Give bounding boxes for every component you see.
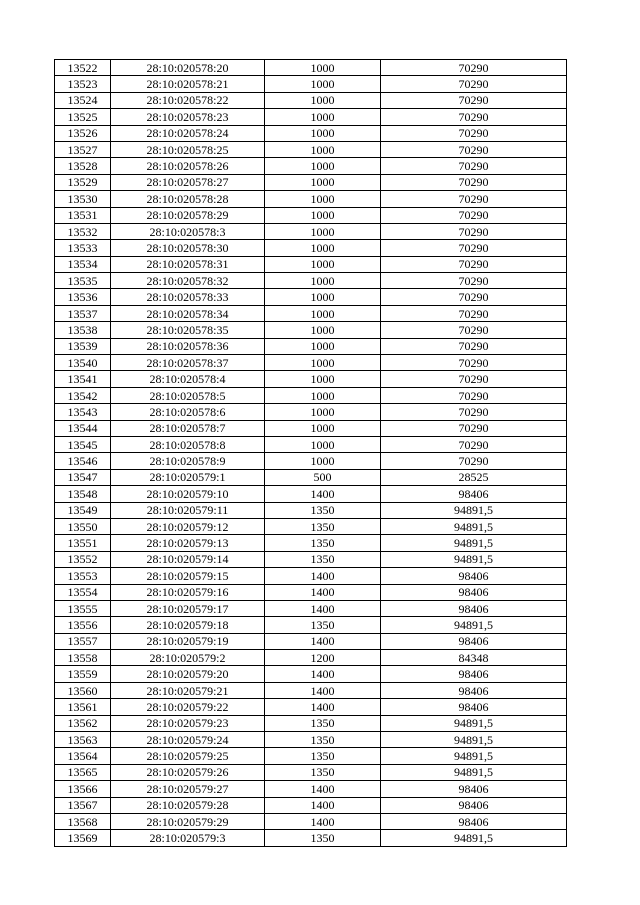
cadastral-number-cell: 28:10:020578:22 [111,92,265,108]
row-number-cell: 13554 [55,584,111,600]
row-number-cell: 13539 [55,338,111,354]
cadastral-number-cell: 28:10:020579:17 [111,600,265,616]
cadastral-number-cell: 28:10:020579:23 [111,715,265,731]
table-row [55,797,567,813]
table-row [55,141,567,157]
area-cell: 1350 [265,518,381,534]
table-row [55,223,567,239]
area-cell: 1000 [265,305,381,321]
row-number-cell: 13550 [55,518,111,534]
row-number-cell: 13568 [55,813,111,829]
cadastral-number-cell: 28:10:020579:15 [111,568,265,584]
table-row [55,60,567,76]
table-row [55,76,567,92]
table-row [55,584,567,600]
row-number-cell: 13540 [55,355,111,371]
row-number-cell: 13552 [55,551,111,567]
value-cell: 70290 [381,207,567,223]
cadastral-number-cell: 28:10:020578:34 [111,305,265,321]
table-row [55,732,567,748]
row-number-cell: 13523 [55,76,111,92]
value-cell: 94891,5 [381,617,567,633]
table-row [55,207,567,223]
value-cell: 70290 [381,109,567,125]
value-cell: 70290 [381,355,567,371]
area-cell: 1000 [265,191,381,207]
row-number-cell: 13548 [55,486,111,502]
value-cell: 70290 [381,273,567,289]
row-number-cell: 13560 [55,682,111,698]
table-row [55,568,567,584]
table-row [55,387,567,403]
value-cell: 94891,5 [381,732,567,748]
value-cell: 94891,5 [381,764,567,780]
row-number-cell: 13535 [55,273,111,289]
row-number-cell: 13563 [55,732,111,748]
row-number-cell: 13538 [55,322,111,338]
table-row [55,404,567,420]
cadastral-number-cell: 28:10:020579:29 [111,813,265,829]
row-number-cell: 13559 [55,666,111,682]
cadastral-number-cell: 28:10:020579:2 [111,650,265,666]
cadastral-number-cell: 28:10:020578:8 [111,436,265,452]
area-cell: 1400 [265,682,381,698]
table-row [55,420,567,436]
value-cell: 70290 [381,338,567,354]
row-number-cell: 13529 [55,174,111,190]
area-cell: 1350 [265,551,381,567]
area-cell: 1000 [265,207,381,223]
value-cell: 70290 [381,404,567,420]
row-number-cell: 13542 [55,387,111,403]
table-row [55,781,567,797]
area-cell: 1000 [265,371,381,387]
row-number-cell: 13533 [55,240,111,256]
cadastral-number-cell: 28:10:020578:37 [111,355,265,371]
value-cell: 98406 [381,486,567,502]
table-row [55,125,567,141]
value-cell: 98406 [381,666,567,682]
value-cell: 98406 [381,797,567,813]
cadastral-number-cell: 28:10:020578:31 [111,256,265,272]
value-cell: 98406 [381,584,567,600]
row-number-cell: 13546 [55,453,111,469]
row-number-cell: 13544 [55,420,111,436]
area-cell: 1400 [265,584,381,600]
area-cell: 1000 [265,109,381,125]
area-cell: 1400 [265,633,381,649]
table-row [55,371,567,387]
cadastral-number-cell: 28:10:020579:28 [111,797,265,813]
area-cell: 1400 [265,568,381,584]
value-cell: 70290 [381,76,567,92]
area-cell: 1400 [265,600,381,616]
row-number-cell: 13547 [55,469,111,485]
cadastral-number-cell: 28:10:020579:3 [111,830,265,846]
value-cell: 94891,5 [381,518,567,534]
value-cell: 70290 [381,141,567,157]
area-cell: 1400 [265,781,381,797]
table-row [55,240,567,256]
table-body [55,60,567,847]
table-row [55,305,567,321]
cadastral-number-cell: 28:10:020578:23 [111,109,265,125]
row-number-cell: 13545 [55,436,111,452]
area-cell: 1000 [265,273,381,289]
row-number-cell: 13553 [55,568,111,584]
table-row [55,617,567,633]
table-row [55,502,567,518]
area-cell: 1350 [265,764,381,780]
row-number-cell: 13522 [55,60,111,76]
row-number-cell: 13534 [55,256,111,272]
table-row [55,355,567,371]
cadastral-number-cell: 28:10:020579:19 [111,633,265,649]
value-cell: 98406 [381,633,567,649]
cadastral-number-cell: 28:10:020579:14 [111,551,265,567]
table-row [55,600,567,616]
land-plots-table [54,59,567,847]
cadastral-number-cell: 28:10:020578:24 [111,125,265,141]
cadastral-number-cell: 28:10:020579:22 [111,699,265,715]
row-number-cell: 13569 [55,830,111,846]
table-row [55,109,567,125]
table-row [55,453,567,469]
table-row [55,830,567,846]
row-number-cell: 13532 [55,223,111,239]
value-cell: 70290 [381,453,567,469]
cadastral-number-cell: 28:10:020579:27 [111,781,265,797]
row-number-cell: 13567 [55,797,111,813]
value-cell: 98406 [381,600,567,616]
area-cell: 1000 [265,420,381,436]
table-row [55,699,567,715]
row-number-cell: 13549 [55,502,111,518]
value-cell: 98406 [381,699,567,715]
table-row [55,256,567,272]
value-cell: 70290 [381,125,567,141]
area-cell: 1350 [265,830,381,846]
area-cell: 1000 [265,125,381,141]
table-row [55,92,567,108]
table-row [55,633,567,649]
value-cell: 94891,5 [381,502,567,518]
table-row [55,715,567,731]
area-cell: 1400 [265,486,381,502]
area-cell: 1400 [265,699,381,715]
row-number-cell: 13562 [55,715,111,731]
area-cell: 1000 [265,355,381,371]
area-cell: 1000 [265,60,381,76]
value-cell: 94891,5 [381,715,567,731]
cadastral-number-cell: 28:10:020579:16 [111,584,265,600]
row-number-cell: 13557 [55,633,111,649]
row-number-cell: 13531 [55,207,111,223]
table-row [55,666,567,682]
value-cell: 70290 [381,322,567,338]
row-number-cell: 13543 [55,404,111,420]
area-cell: 1000 [265,158,381,174]
table-row [55,322,567,338]
area-cell: 500 [265,469,381,485]
value-cell: 70290 [381,60,567,76]
cadastral-number-cell: 28:10:020578:25 [111,141,265,157]
table-row [55,338,567,354]
cadastral-number-cell: 28:10:020578:26 [111,158,265,174]
cadastral-number-cell: 28:10:020578:28 [111,191,265,207]
value-cell: 98406 [381,682,567,698]
cadastral-number-cell: 28:10:020578:5 [111,387,265,403]
cadastral-number-cell: 28:10:020578:30 [111,240,265,256]
table-row [55,650,567,666]
area-cell: 1000 [265,240,381,256]
value-cell: 70290 [381,92,567,108]
table-row [55,469,567,485]
cadastral-number-cell: 28:10:020579:10 [111,486,265,502]
row-number-cell: 13530 [55,191,111,207]
value-cell: 98406 [381,813,567,829]
value-cell: 70290 [381,191,567,207]
row-number-cell: 13537 [55,305,111,321]
cadastral-number-cell: 28:10:020578:21 [111,76,265,92]
cadastral-number-cell: 28:10:020579:26 [111,764,265,780]
cadastral-number-cell: 28:10:020578:6 [111,404,265,420]
area-cell: 1000 [265,387,381,403]
table-row [55,764,567,780]
cadastral-number-cell: 28:10:020578:29 [111,207,265,223]
value-cell: 70290 [381,240,567,256]
cadastral-number-cell: 28:10:020578:36 [111,338,265,354]
row-number-cell: 13565 [55,764,111,780]
cadastral-number-cell: 28:10:020579:12 [111,518,265,534]
table-row [55,158,567,174]
table-row [55,174,567,190]
area-cell: 1000 [265,289,381,305]
cadastral-number-cell: 28:10:020579:11 [111,502,265,518]
row-number-cell: 13527 [55,141,111,157]
area-cell: 1000 [265,338,381,354]
area-cell: 1000 [265,174,381,190]
cadastral-number-cell: 28:10:020579:13 [111,535,265,551]
row-number-cell: 13564 [55,748,111,764]
area-cell: 1200 [265,650,381,666]
row-number-cell: 13536 [55,289,111,305]
cadastral-number-cell: 28:10:020579:1 [111,469,265,485]
table-row [55,436,567,452]
table-row [55,518,567,534]
area-cell: 1350 [265,732,381,748]
cadastral-number-cell: 28:10:020578:27 [111,174,265,190]
area-cell: 1000 [265,453,381,469]
row-number-cell: 13541 [55,371,111,387]
row-number-cell: 13561 [55,699,111,715]
table-row [55,535,567,551]
value-cell: 70290 [381,436,567,452]
value-cell: 70290 [381,387,567,403]
value-cell: 70290 [381,371,567,387]
area-cell: 1350 [265,748,381,764]
area-cell: 1000 [265,436,381,452]
table-row [55,813,567,829]
cadastral-number-cell: 28:10:020578:32 [111,273,265,289]
value-cell: 94891,5 [381,551,567,567]
area-cell: 1400 [265,666,381,682]
value-cell: 84348 [381,650,567,666]
value-cell: 70290 [381,174,567,190]
row-number-cell: 13555 [55,600,111,616]
area-cell: 1350 [265,617,381,633]
area-cell: 1400 [265,813,381,829]
cadastral-number-cell: 28:10:020578:9 [111,453,265,469]
cadastral-number-cell: 28:10:020578:33 [111,289,265,305]
row-number-cell: 13524 [55,92,111,108]
value-cell: 28525 [381,469,567,485]
area-cell: 1000 [265,76,381,92]
row-number-cell: 13551 [55,535,111,551]
cadastral-number-cell: 28:10:020578:20 [111,60,265,76]
row-number-cell: 13558 [55,650,111,666]
value-cell: 94891,5 [381,535,567,551]
area-cell: 1400 [265,797,381,813]
value-cell: 98406 [381,568,567,584]
cadastral-number-cell: 28:10:020578:7 [111,420,265,436]
cadastral-number-cell: 28:10:020578:35 [111,322,265,338]
table-row [55,191,567,207]
value-cell: 94891,5 [381,830,567,846]
value-cell: 70290 [381,256,567,272]
table-row [55,486,567,502]
cadastral-number-cell: 28:10:020579:20 [111,666,265,682]
area-cell: 1000 [265,256,381,272]
area-cell: 1000 [265,404,381,420]
value-cell: 70290 [381,420,567,436]
area-cell: 1350 [265,715,381,731]
value-cell: 70290 [381,305,567,321]
table-row [55,551,567,567]
table-row [55,682,567,698]
row-number-cell: 13525 [55,109,111,125]
value-cell: 70290 [381,223,567,239]
table-row [55,289,567,305]
value-cell: 70290 [381,289,567,305]
area-cell: 1000 [265,92,381,108]
value-cell: 98406 [381,781,567,797]
row-number-cell: 13556 [55,617,111,633]
cadastral-number-cell: 28:10:020579:21 [111,682,265,698]
row-number-cell: 13526 [55,125,111,141]
table-row [55,273,567,289]
table-row [55,748,567,764]
value-cell: 94891,5 [381,748,567,764]
area-cell: 1350 [265,502,381,518]
cadastral-number-cell: 28:10:020579:18 [111,617,265,633]
area-cell: 1000 [265,223,381,239]
row-number-cell: 13528 [55,158,111,174]
cadastral-number-cell: 28:10:020578:4 [111,371,265,387]
area-cell: 1000 [265,141,381,157]
cadastral-number-cell: 28:10:020578:3 [111,223,265,239]
row-number-cell: 13566 [55,781,111,797]
area-cell: 1000 [265,322,381,338]
area-cell: 1350 [265,535,381,551]
cadastral-number-cell: 28:10:020579:25 [111,748,265,764]
value-cell: 70290 [381,158,567,174]
cadastral-number-cell: 28:10:020579:24 [111,732,265,748]
